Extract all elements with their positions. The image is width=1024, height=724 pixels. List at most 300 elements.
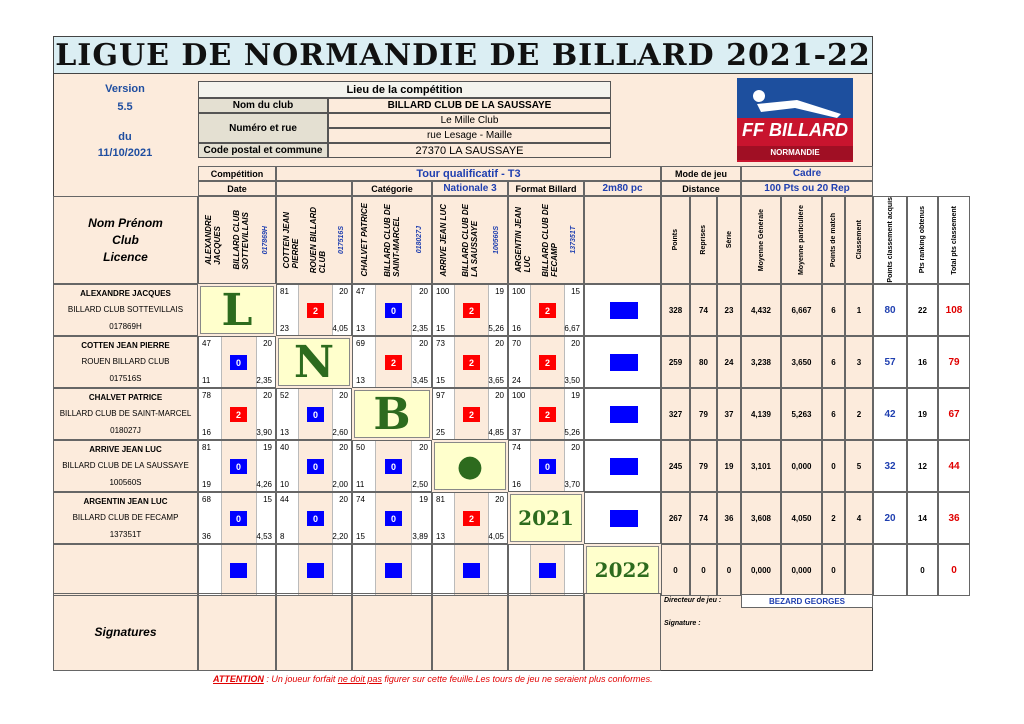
stat-cell: 67 (938, 388, 970, 440)
stat-cell: 80 (873, 284, 907, 336)
stat-cell: 44 (938, 440, 970, 492)
stat-cell: 79 (690, 440, 717, 492)
signature-box (198, 593, 276, 671)
match-average: 3,50 (564, 376, 580, 385)
column-player-name: ALEXANDRE JACQUES (204, 215, 223, 265)
match-series: 37 (512, 428, 521, 437)
match-series: 13 (356, 324, 365, 333)
match-series: 15 (356, 532, 365, 541)
match-cell (432, 544, 508, 596)
stat-cell: 74 (690, 492, 717, 544)
stat-cell: 42 (873, 388, 907, 440)
match-points: 44 (280, 495, 289, 504)
match-cell (198, 440, 276, 492)
extra-square (610, 354, 638, 371)
match-points-square: 2 (539, 303, 556, 318)
match-innings: 19 (571, 391, 580, 400)
stat-header-label: Reprises (700, 225, 707, 255)
match-cell (198, 388, 276, 440)
stat-cell: 3,238 (741, 336, 781, 388)
format-label: Format Billard (508, 181, 584, 196)
match-points-square: 0 (385, 303, 402, 318)
column-header-empty (584, 196, 661, 284)
match-cell (352, 336, 432, 388)
stat-header-label: Moyenne particulière (798, 204, 805, 276)
match-average: 4,85 (488, 428, 504, 437)
stat-cell: 57 (873, 336, 907, 388)
column-player-club: BILLARD CLUB DE FECAMP (541, 203, 560, 277)
match-series: 15 (436, 376, 445, 385)
logo-text: FF BILLARD (742, 120, 848, 140)
street-line-1: Le Mille Club (328, 113, 611, 128)
extra-square (610, 302, 638, 319)
match-points-square: 0 (230, 511, 247, 526)
match-cell (276, 388, 352, 440)
match-innings: 20 (571, 443, 580, 452)
player-club: BILLARD CLUB DE SAINT-MARCEL (59, 409, 192, 419)
match-points: 81 (202, 443, 211, 452)
stat-header-3 (717, 196, 741, 284)
column-header-4 (432, 196, 508, 284)
match-cell (508, 388, 584, 440)
stat-header-7 (845, 196, 873, 284)
match-innings: 15 (263, 495, 272, 504)
extra-square (610, 510, 638, 527)
version-du: du (118, 131, 132, 143)
match-average: 3,89 (412, 532, 428, 541)
footer-emphasis: ne doit pas (337, 674, 382, 684)
stat-cell: 74 (690, 284, 717, 336)
match-cell (276, 492, 352, 544)
match-innings: 19 (263, 443, 272, 452)
stat-header-9 (907, 196, 938, 284)
stat-cell: 4,139 (741, 388, 781, 440)
player-row-3 (53, 388, 198, 440)
match-points: 50 (356, 443, 365, 452)
extra-square (610, 458, 638, 475)
stat-cell: 0 (690, 544, 717, 596)
player-name: COTTEN JEAN PIERRE (81, 340, 170, 350)
player-row-1 (53, 284, 198, 336)
logo-region: NORMANDIE (737, 146, 853, 160)
postal-label: Code postal et commune (198, 143, 328, 158)
stat-header-10 (938, 196, 970, 284)
stat-cell: 36 (938, 492, 970, 544)
match-innings: 20 (339, 495, 348, 504)
player-club: BILLARD CLUB DE LA SAUSSAYE (62, 461, 189, 471)
column-player-club: BILLARD CLUB SOTTEVILLAIS (232, 210, 251, 270)
footer-text-1: : Un joueur forfait (263, 674, 338, 684)
stat-cell: 79 (938, 336, 970, 388)
stat-cell: 5 (845, 440, 873, 492)
match-average: 4,26 (256, 480, 272, 489)
match-cell (352, 492, 432, 544)
player-licence: 018027J (110, 426, 141, 436)
column-player-licence: 017516S (338, 225, 346, 255)
player-licence: 100560S (109, 478, 142, 488)
diagonal-cell: B (354, 390, 430, 438)
match-innings: 20 (339, 287, 348, 296)
match-series: 13 (280, 428, 289, 437)
club-name: BILLARD CLUB DE LA SAUSSAYE (328, 98, 611, 113)
stat-cell (873, 544, 907, 596)
category-value: Nationale 3 (432, 181, 508, 196)
match-cell (432, 336, 508, 388)
match-points: 97 (436, 391, 445, 400)
match-average: 3,45 (412, 376, 428, 385)
stat-cell: 4 (845, 492, 873, 544)
match-series: 11 (202, 376, 211, 385)
stat-cell: 327 (661, 388, 690, 440)
match-points-square (385, 563, 402, 578)
match-innings: 20 (419, 443, 428, 452)
column-player-licence: 017869H (261, 225, 269, 255)
stat-cell: 245 (661, 440, 690, 492)
column-player-club: ROUEN BILLARD CLUB (309, 206, 328, 274)
stat-cell: 1 (845, 284, 873, 336)
version-number: 5.5 (117, 101, 133, 113)
stat-cell: 16 (907, 336, 938, 388)
signature-box (352, 593, 432, 671)
column-player-club: BILLARD CLUB DE LA SAUSSAYE (460, 203, 479, 277)
signatures-label: Signatures (53, 593, 198, 671)
stat-cell: 22 (907, 284, 938, 336)
stat-cell: 6 (822, 388, 845, 440)
match-series: 10 (280, 480, 289, 489)
stat-cell: 2 (822, 492, 845, 544)
extra-cell (584, 388, 661, 440)
stat-cell: 259 (661, 336, 690, 388)
match-points-square: 0 (230, 459, 247, 474)
match-cell (432, 284, 508, 336)
street-label: Numéro et rue (198, 113, 328, 143)
stat-cell: 19 (717, 440, 741, 492)
match-innings: 20 (263, 391, 272, 400)
stat-cell: 32 (873, 440, 907, 492)
stat-cell: 37 (717, 388, 741, 440)
match-points: 74 (356, 495, 365, 504)
match-points-square (539, 563, 556, 578)
match-points-square: 0 (307, 459, 324, 474)
column-header-2 (276, 196, 352, 284)
match-cell (276, 544, 352, 596)
match-innings: 20 (495, 495, 504, 504)
extra-cell (584, 336, 661, 388)
match-average: 3,65 (488, 376, 504, 385)
diagonal-cell: 2021 (510, 494, 582, 542)
stat-cell: 3 (845, 336, 873, 388)
match-innings: 20 (495, 339, 504, 348)
version-label: Version (105, 83, 145, 95)
match-points-square (230, 563, 247, 578)
match-cell (276, 284, 352, 336)
match-innings: 20 (495, 391, 504, 400)
match-innings: 19 (495, 287, 504, 296)
match-average: 3,90 (256, 428, 272, 437)
stat-header-label: Points (672, 229, 679, 251)
match-points: 81 (280, 287, 289, 296)
match-points-square: 0 (307, 407, 324, 422)
column-player-name: ARGENTIN JEAN LUC (513, 207, 532, 273)
stat-header-4 (741, 196, 781, 284)
stat-header-8 (873, 196, 907, 284)
stat-header-6 (822, 196, 845, 284)
match-average: 4,05 (488, 532, 504, 541)
player-row-5 (53, 492, 198, 544)
match-average: 5,26 (488, 324, 504, 333)
stat-header-2 (690, 196, 717, 284)
match-points: 78 (202, 391, 211, 400)
match-points: 100 (436, 287, 450, 296)
match-cell (432, 388, 508, 440)
version-date: 11/10/2021 (97, 147, 153, 159)
match-series: 23 (280, 324, 289, 333)
extra-cell (584, 440, 661, 492)
postal-value: 27370 LA SAUSSAYE (328, 143, 611, 158)
stat-cell: 328 (661, 284, 690, 336)
stat-header-label: Moyenne Générale (757, 208, 765, 272)
footer-text-2: figurer sur cette feuille.Les tours de jeu ne seraient plus conformes. (381, 674, 653, 684)
match-innings: 20 (419, 287, 428, 296)
diagonal-cell: L (200, 286, 274, 334)
stat-cell: 4,050 (781, 492, 822, 544)
player-row-2 (53, 336, 198, 388)
stat-cell: 79 (690, 388, 717, 440)
stat-cell: 23 (717, 284, 741, 336)
stat-cell: 3,101 (741, 440, 781, 492)
match-points-square: 2 (463, 355, 480, 370)
match-series: 24 (512, 376, 521, 385)
match-cell (508, 284, 584, 336)
match-innings: 20 (263, 339, 272, 348)
match-cell (198, 492, 276, 544)
match-points-square: 0 (385, 459, 402, 474)
match-cell (276, 440, 352, 492)
match-points-square: 2 (539, 407, 556, 422)
match-average: 2,35 (256, 376, 272, 385)
signature-box (276, 593, 352, 671)
match-points-square: 2 (463, 303, 480, 318)
stat-header-label: Série (725, 231, 733, 249)
match-cell (198, 544, 276, 596)
column-player-name: COTTEN JEAN PIERRE (281, 211, 300, 269)
stat-cell: 0 (822, 544, 845, 596)
column-header-1 (198, 196, 276, 284)
stat-cell: 0 (717, 544, 741, 596)
match-average: 4,53 (256, 532, 272, 541)
match-series: 8 (280, 532, 285, 541)
match-series: 25 (436, 428, 445, 437)
stat-header-1 (661, 196, 690, 284)
stat-cell: 20 (873, 492, 907, 544)
competition-label: Compétition (198, 166, 276, 181)
signature-label: Signature : (664, 620, 701, 627)
match-series: 13 (356, 376, 365, 385)
match-points: 81 (436, 495, 445, 504)
player-name: ARRIVE JEAN LUC (89, 444, 162, 454)
stat-cell: 0,000 (781, 440, 822, 492)
match-cell (352, 440, 432, 492)
match-points-square (463, 563, 480, 578)
match-average: 3,70 (564, 480, 580, 489)
distance-label: Distance (661, 181, 741, 196)
stat-cell: 0,000 (781, 544, 822, 596)
player-licence: 017869H (109, 322, 142, 332)
player-name: ARGENTIN JEAN LUC (83, 496, 168, 506)
extra-cell (584, 284, 661, 336)
match-points-square: 0 (230, 355, 247, 370)
stat-cell: 24 (717, 336, 741, 388)
stat-cell: 0 (822, 440, 845, 492)
match-innings: 20 (339, 443, 348, 452)
player-licence: 137351T (109, 530, 142, 540)
stat-cell: 6,667 (781, 284, 822, 336)
footer-note (213, 674, 653, 684)
match-points-square: 2 (385, 355, 402, 370)
stat-header-label: Points classement acquis (886, 197, 894, 283)
distance-value: 100 Pts ou 20 Rep (741, 181, 873, 196)
match-series: 16 (202, 428, 211, 437)
stat-cell: 36 (717, 492, 741, 544)
stat-cell: 3,650 (781, 336, 822, 388)
stat-cell: 0,000 (741, 544, 781, 596)
match-points-square: 0 (307, 511, 324, 526)
match-average: 2,00 (332, 480, 348, 489)
match-points-square: 2 (307, 303, 324, 318)
match-series: 19 (202, 480, 211, 489)
match-cell (198, 336, 276, 388)
stat-header-label: Pts ranking obtenus (919, 206, 926, 274)
match-innings: 20 (419, 339, 428, 348)
match-cell (432, 492, 508, 544)
match-innings: 20 (339, 391, 348, 400)
match-points-square: 2 (539, 355, 556, 370)
column-player-licence: 100560S (492, 225, 500, 255)
player-row-4 (53, 440, 198, 492)
match-average: 5,26 (564, 428, 580, 437)
footer-attention: ATTENTION (213, 674, 264, 684)
match-points: 74 (512, 443, 521, 452)
column-player-name: CHALVET PATRICE (360, 203, 369, 277)
diagonal-cell: N (278, 338, 350, 386)
stat-cell: 0 (938, 544, 970, 596)
stat-header-label: Classement (855, 220, 863, 260)
stat-cell: 108 (938, 284, 970, 336)
match-points: 47 (202, 339, 211, 348)
signature-box (508, 593, 584, 671)
match-series: 11 (356, 480, 365, 489)
stat-header-label: Points de match (830, 212, 837, 268)
match-innings: 15 (571, 287, 580, 296)
club-label: Nom du club (198, 98, 328, 113)
match-cell (508, 336, 584, 388)
match-cell (508, 544, 584, 596)
stat-header-5 (781, 196, 822, 284)
match-points: 100 (512, 287, 526, 296)
match-series: 36 (202, 532, 211, 541)
stat-cell: 0 (661, 544, 690, 596)
match-series: 13 (436, 532, 445, 541)
match-points-square: 2 (463, 407, 480, 422)
match-points: 47 (356, 287, 365, 296)
match-average: 4,05 (332, 324, 348, 333)
player-name: ALEXANDRE JACQUES (80, 288, 171, 298)
stat-cell: 0 (907, 544, 938, 596)
match-points: 69 (356, 339, 365, 348)
match-average: 2,60 (332, 428, 348, 437)
director-name: BEZARD GEORGES (741, 594, 873, 608)
director-label: Directeur de jeu : (664, 597, 722, 604)
venue-header: Lieu de la compétition (198, 81, 611, 98)
match-points-square: 0 (539, 459, 556, 474)
signature-box (432, 593, 508, 671)
stat-cell: 14 (907, 492, 938, 544)
column-player-licence: 018027J (416, 226, 423, 254)
stat-cell: 5,263 (781, 388, 822, 440)
match-innings: 20 (571, 339, 580, 348)
stat-cell: 6 (822, 336, 845, 388)
diagonal-cell: 2022 (586, 546, 659, 594)
match-points: 40 (280, 443, 289, 452)
date-label: Date (198, 181, 276, 196)
column-player-licence: 137351T (570, 226, 578, 254)
stat-cell: 12 (907, 440, 938, 492)
match-average: 2,50 (412, 480, 428, 489)
stat-cell (845, 544, 873, 596)
format-value: 2m80 pc (584, 181, 661, 196)
match-points: 100 (512, 391, 526, 400)
match-innings: 19 (419, 495, 428, 504)
page-title: LIGUE DE NORMANDIE DE BILLARD 2021-22 (53, 36, 873, 74)
match-points: 52 (280, 391, 289, 400)
extra-cell (584, 492, 661, 544)
match-cell (508, 440, 584, 492)
mode-label: Mode de jeu (661, 166, 741, 181)
match-series: 16 (512, 480, 521, 489)
extra-square (610, 406, 638, 423)
category-label: Catégorie (352, 181, 432, 196)
match-cell (352, 544, 432, 596)
match-points: 68 (202, 495, 211, 504)
player-club: BILLARD CLUB SOTTEVILLAIS (67, 305, 184, 315)
player-column-header: Nom Prénom Club Licence (53, 196, 198, 284)
date-value (276, 181, 352, 196)
stat-cell: 6 (822, 284, 845, 336)
match-points-square (307, 563, 324, 578)
diagonal-cell: ● (434, 442, 506, 490)
player-club: BILLARD CLUB DE FECAMP (72, 513, 179, 523)
match-points-square: 0 (385, 511, 402, 526)
column-header-3 (352, 196, 432, 284)
column-player-club: BILLARD CLUB DE SAINT-MARCEL (383, 203, 401, 277)
match-average: 6,67 (564, 324, 580, 333)
player-club: ROUEN BILLARD CLUB (81, 357, 170, 367)
match-points-square: 2 (463, 511, 480, 526)
mode-value: Cadre (741, 166, 873, 181)
signature-box (584, 593, 661, 671)
stat-header-label: Total pts classement (950, 205, 958, 275)
stat-cell: 19 (907, 388, 938, 440)
ff-billard-logo (737, 78, 853, 162)
match-average: 2,35 (412, 324, 428, 333)
column-player-name: ARRIVE JEAN LUC (439, 203, 449, 277)
column-header-5 (508, 196, 584, 284)
stat-cell: 80 (690, 336, 717, 388)
player-licence: 017516S (109, 374, 142, 384)
player-name: CHALVET PATRICE (88, 392, 163, 402)
match-series: 15 (436, 324, 445, 333)
street-line-2: rue Lesage - Maille (328, 128, 611, 143)
